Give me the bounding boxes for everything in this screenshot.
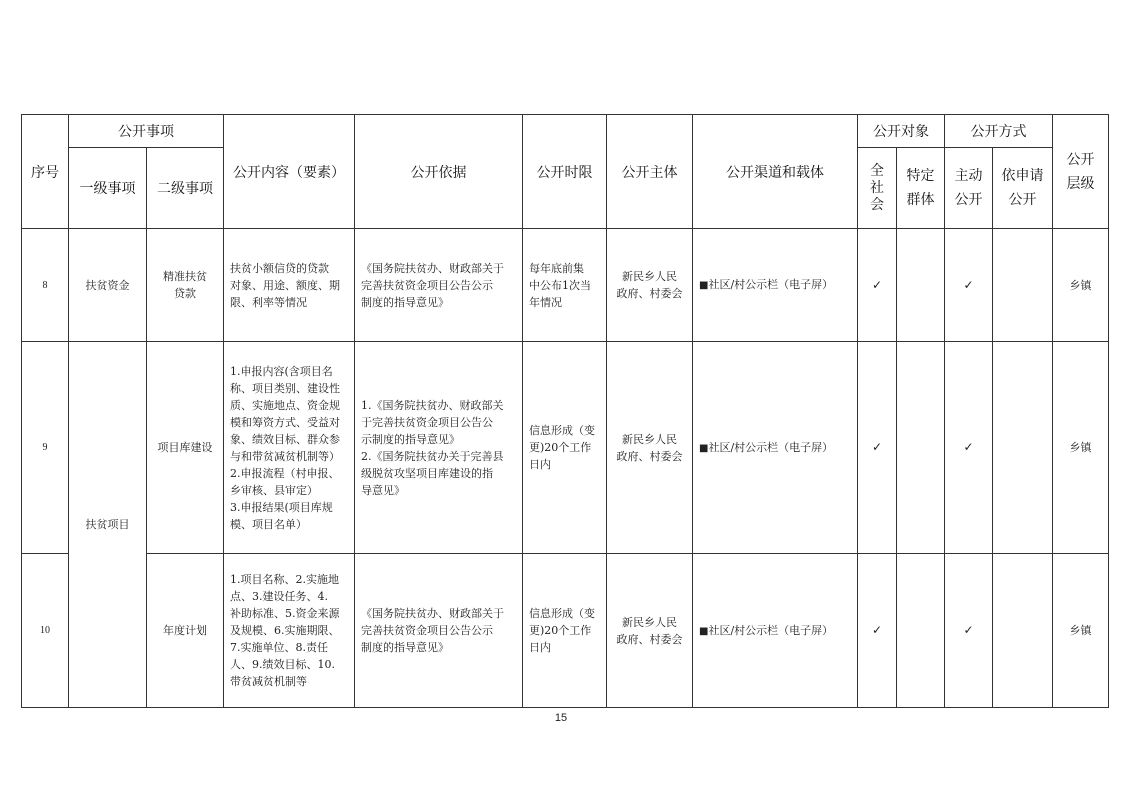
row-time-limit-text: 信息形成（变 更)20个工作 日内 bbox=[529, 424, 595, 471]
row-basis-text: 《国务院扶贫办、财政部关于 完善扶贫资金项目公告公示 制度的指导意见》 bbox=[361, 261, 504, 309]
row-level1: 扶贫项目 bbox=[69, 342, 147, 708]
row-content bbox=[224, 342, 355, 554]
disclosure-table bbox=[21, 114, 1109, 708]
row-level2 bbox=[147, 554, 224, 708]
header-specific-group bbox=[897, 148, 945, 229]
row-all-society-check: ✓ bbox=[858, 229, 897, 342]
row-proactive-check: ✓ bbox=[945, 229, 993, 342]
table-row bbox=[22, 342, 1109, 554]
header-basis: 公开依据 bbox=[355, 115, 523, 229]
row-channel bbox=[693, 342, 858, 554]
row-seq: 10 bbox=[22, 554, 69, 708]
row-level: 乡镇 bbox=[1053, 342, 1109, 554]
header-level-text: 公开 层级 bbox=[1066, 151, 1095, 192]
row-subject bbox=[607, 342, 693, 554]
row-level2-text: 项目库建设 bbox=[157, 441, 213, 454]
row-channel-text: 社区/村公示栏（电子屏） bbox=[708, 278, 834, 291]
row-time-limit-text: 信息形成（变 更)20个工作 日内 bbox=[529, 607, 595, 654]
row-subject bbox=[607, 229, 693, 342]
row-on-request-check bbox=[993, 342, 1053, 554]
row-content bbox=[224, 554, 355, 708]
square-bullet-icon: ■ bbox=[699, 442, 709, 454]
row-level1: 扶贫资金 bbox=[69, 229, 147, 342]
row-level2-text: 年度计划 bbox=[163, 624, 207, 637]
row-specific-group-check bbox=[897, 554, 945, 708]
row-on-request-check bbox=[993, 554, 1053, 708]
row-basis-text: 《国务院扶贫办、财政部关于 完善扶贫资金项目公告公示 制度的指导意见》 bbox=[361, 607, 504, 654]
row-level: 乡镇 bbox=[1053, 554, 1109, 708]
header-level2: 二级事项 bbox=[147, 148, 224, 229]
row-content-text: 扶贫小额信贷的贷款 对象、用途、额度、期 限、利率等情况 bbox=[230, 261, 340, 309]
table-row bbox=[22, 229, 1109, 342]
header-subject: 公开主体 bbox=[607, 115, 693, 229]
header-level1: 一级事项 bbox=[69, 148, 147, 229]
row-channel bbox=[693, 554, 858, 708]
header-level bbox=[1053, 115, 1109, 229]
row-on-request-check bbox=[993, 229, 1053, 342]
row-subject-text: 新民乡人民 政府、村委会 bbox=[616, 615, 683, 646]
row-time-limit bbox=[523, 342, 607, 554]
row-subject-text: 新民乡人民 政府、村委会 bbox=[616, 432, 683, 463]
row-channel-text: 社区/村公示栏（电子屏） bbox=[708, 623, 834, 637]
header-on-request bbox=[993, 148, 1053, 229]
row-proactive-check: ✓ bbox=[945, 342, 993, 554]
square-bullet-icon: ■ bbox=[699, 625, 709, 637]
header-seq: 序号 bbox=[22, 115, 69, 229]
header-specific-group-text: 特定 群体 bbox=[906, 168, 935, 208]
header-on-request-text: 依申请 公开 bbox=[1001, 168, 1044, 208]
row-basis bbox=[355, 229, 523, 342]
header-all-society-text: 全 社 会 bbox=[870, 162, 884, 213]
row-content-text: 1.项目名称、2.实施地 点、3.建设任务、4. 补助标准、5.资金来源 及规模、6.实施期限、 7.实施单位、8.责任 人、9.绩效目标、10. 带贫减贫机制等 bbox=[230, 573, 340, 688]
row-level2 bbox=[147, 229, 224, 342]
row-channel-text: 社区/村公示栏（电子屏） bbox=[708, 440, 834, 454]
row-basis bbox=[355, 554, 523, 708]
row-channel bbox=[693, 229, 858, 342]
row-all-society-check: ✓ bbox=[858, 554, 897, 708]
header-matters-group: 公开事项 bbox=[69, 115, 224, 148]
header-channel: 公开渠道和载体 bbox=[693, 115, 858, 229]
row-specific-group-check bbox=[897, 342, 945, 554]
header-method-group: 公开方式 bbox=[945, 115, 1053, 148]
row-level: 乡镇 bbox=[1053, 229, 1109, 342]
row-time-limit bbox=[523, 229, 607, 342]
row-time-limit-text: 每年底前集 中公布1次当 年情况 bbox=[529, 261, 591, 309]
row-subject-text: 新民乡人民 政府、村委会 bbox=[616, 270, 683, 300]
row-basis bbox=[355, 342, 523, 554]
square-bullet-icon: ■ bbox=[699, 280, 709, 291]
row-content-text: 1.申报内容(含项目名 称、项目类别、建设性 质、实施地点、资金规 模和筹资方式、受益对 象、绩效目标、群众参 与和带贫减贫机制等） 2.申报流程（村申报、 乡审核、县审定） 3.申报结果(项目库规 模、项目名单） bbox=[230, 364, 340, 531]
row-seq: 8 bbox=[22, 229, 69, 342]
row-all-society-check: ✓ bbox=[858, 342, 897, 554]
row-time-limit bbox=[523, 554, 607, 708]
row-content bbox=[224, 229, 355, 342]
row-basis-text: 1.《国务院扶贫办、财政部关 于完善扶贫资金项目公告公 示制度的指导意见》 2.《国务院扶贫办关于完善县 级脱贫攻坚项目库建设的指 导意见》 bbox=[361, 398, 504, 497]
row-specific-group-check bbox=[897, 229, 945, 342]
header-proactive bbox=[945, 148, 993, 229]
table-row bbox=[22, 554, 1109, 708]
page-number: 15 bbox=[554, 712, 568, 724]
header-all-society bbox=[858, 148, 897, 229]
row-level2 bbox=[147, 342, 224, 554]
header-content: 公开内容（要素） bbox=[224, 115, 355, 229]
row-seq: 9 bbox=[22, 342, 69, 554]
header-proactive-text: 主动 公开 bbox=[954, 168, 983, 208]
row-subject bbox=[607, 554, 693, 708]
header-audience-group: 公开对象 bbox=[858, 115, 945, 148]
row-level2-text: 精准扶贫 贷款 bbox=[163, 270, 207, 300]
row-proactive-check: ✓ bbox=[945, 554, 993, 708]
header-time-limit: 公开时限 bbox=[523, 115, 607, 229]
